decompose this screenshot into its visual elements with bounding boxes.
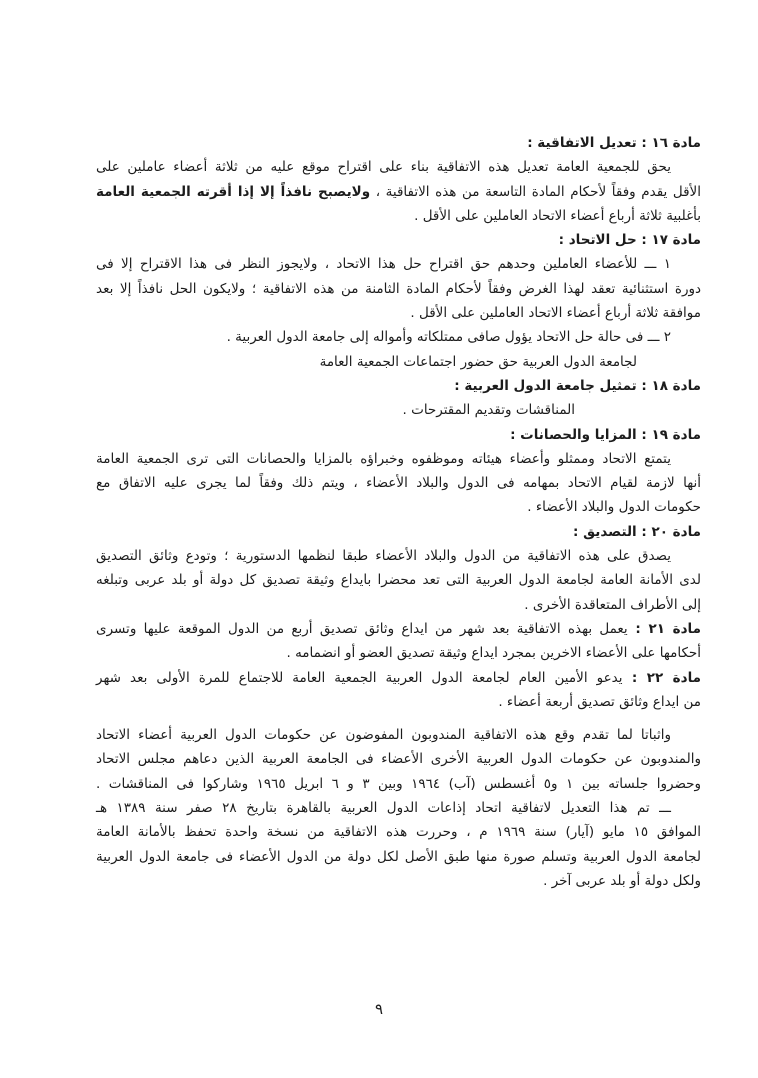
article-22-line-2: من ايداع وثائق تصديق أربعة أعضاء . [498,693,701,710]
article-16-heading: مادة ١٦ : تعديل الاتفاقية : [527,135,701,151]
article-18-post-line: المناقشات وتقديم المقترحات . [402,402,575,419]
article-20-line-1: يصدق على هذه الاتفاقية من الدول والبلاد الأعضاء طبقا لنظمها الدستورية ؛ وتودع وثائق التصديق [96,548,671,565]
closing-paragraph-2-line-3: لجامعة الدول العربية وتسلم صورة منها طبق الأصل لكل دولة من الدول الأعضاء فى جامعة الدول العربية [96,848,701,865]
text-segment-bold: ولايصبح نافذاً إلا إذا أقرته الجمعية العامة [96,183,371,200]
article-16-line-3: بأغلبية ثلاثة أرباع أعضاء الاتحاد العاملين على الأقل . [414,207,701,224]
article-22-line-1 [96,666,701,690]
article-19-line-2: أنها لازمة لقيام الاتحاد بمهامه فى الدول والبلاد الأعضاء ، ويتم ذلك وفقاً لما يجرى عليه الاتفاق مع [96,475,701,492]
closing-paragraph-2-line-2: الموافق ١٥ مايو (آيار) سنة ١٩٦٩ م ، وحررت هذه الاتفاقية من نسخة واحدة تحفظ بالأمانة العامة [96,824,701,841]
text-segment: يعمل بهذه الاتفاقية بعد شهر من ايداع وثائق تصديق أربع من الدول الموقعة عليها وتسرى [96,620,628,637]
closing-paragraph-2-line-4: ولكل دولة أو بلد عربى آخر . [543,872,701,889]
page-number: ٩ [374,1000,384,1018]
article-20-line-2: لدى الأمانة العامة لجامعة الدول العربية التى تعد محضرا بايداع وثيقة تصديق كل دولة أو بلد عربى وتبلغه [96,572,701,589]
article-18-pre-line: لجامعة الدول العربية حق حضور اجتماعات الجمعية العامة [319,353,637,370]
document-body [96,131,701,893]
article-19-line-3: حكومات الدول والبلاد الأعضاء . [527,499,701,516]
article-17-item-1-line-2: دورة استثنائية تعقد لهذا الغرض وفقاً لأحكام المادة الثامنة من هذه الاتفاقية ؛ ولايكون الحل نافذاً إلا بعد [96,280,701,297]
article-20-line-3: إلى الأطراف المتعاقدة الأخرى . [524,596,701,613]
article-17-item-1-line-3: موافقة ثلاثة أرباع أعضاء الاتحاد العاملين على الأقل . [410,305,701,322]
article-22-number: مادة ٢٢ : [622,669,701,686]
text-segment: يدعو الأمين العام لجامعة الدول العربية الجمعية العامة للاجتماع للمرة الأولى بعد شهر [96,669,623,686]
article-19-heading: مادة ١٩ : المزايا والحصانات : [510,426,701,443]
article-21-line-1 [96,617,701,641]
article-18-heading: مادة ١٨ : تمثيل جامعة الدول العربية : [454,377,701,394]
article-16-line-2 [96,180,701,204]
article-16-line-1: يحق للجمعية العامة تعديل هذه الاتفاقية بناء على اقتراح موقع عليه من ثلاثة أعضاء عاملين على [96,159,671,176]
article-19-line-1: يتمتع الاتحاد وممثلو وأعضاء هيئاته وموظفوه وخبراؤه بالمزايا والحصانات التى ترى الجمعية العامة [96,450,671,467]
closing-paragraph-1-line-1: واثباتا لما تقدم وقع هذه الاتفاقية المندوبون المفوضون عن حكومات الدول العربية أعضاء الاتحاد [96,727,671,744]
article-20-heading: مادة ٢٠ : التصديق : [573,523,701,540]
article-17-item-1-line-1: ١ ـــ للأعضاء العاملين وحدهم حق اقتراح حل هذا الاتحاد ، ولايجوز النظر فى هذا الاقتراح إلا فى [96,256,671,273]
article-21-line-2: أحكامها على الأعضاء الاخرين بمجرد ايداع وثيقة تصديق العضو أو انضمامه . [286,645,701,662]
closing-paragraph-1-line-3: وحضروا جلساته بين ١ و٥ أغسطس (آب) ١٩٦٤ وبين ٣ و ٦ ابريل ١٩٦٥ وشاركوا فى المناقشات . [96,775,702,792]
article-17-heading: مادة ١٧ : حل الاتحاد : [558,232,701,249]
text-segment: الأقل يقدم وفقاً لأحكام المادة التاسعة من هذه الاتفاقية ، [370,183,701,200]
article-17-item-2: ٢ ـــ فى حالة حل الاتحاد يؤول صافى ممتلكاته وأمواله إلى جامعة الدول العربية . [226,329,671,346]
article-21-number: مادة ٢١ : [627,620,701,637]
closing-paragraph-1-line-2: والمندوبون عن حكومات الدول العربية الأخرى الأعضاء فى الجامعة العربية الذين دعاهم مجلس الاتحاد [96,751,701,768]
closing-paragraph-2-line-1: ـــ تم هذا التعديل لاتفاقية اتحاد إذاعات الدول العربية بالقاهرة بتاريخ ٢٨ صفر سنة ١٣٨٩ هـ [96,800,671,817]
